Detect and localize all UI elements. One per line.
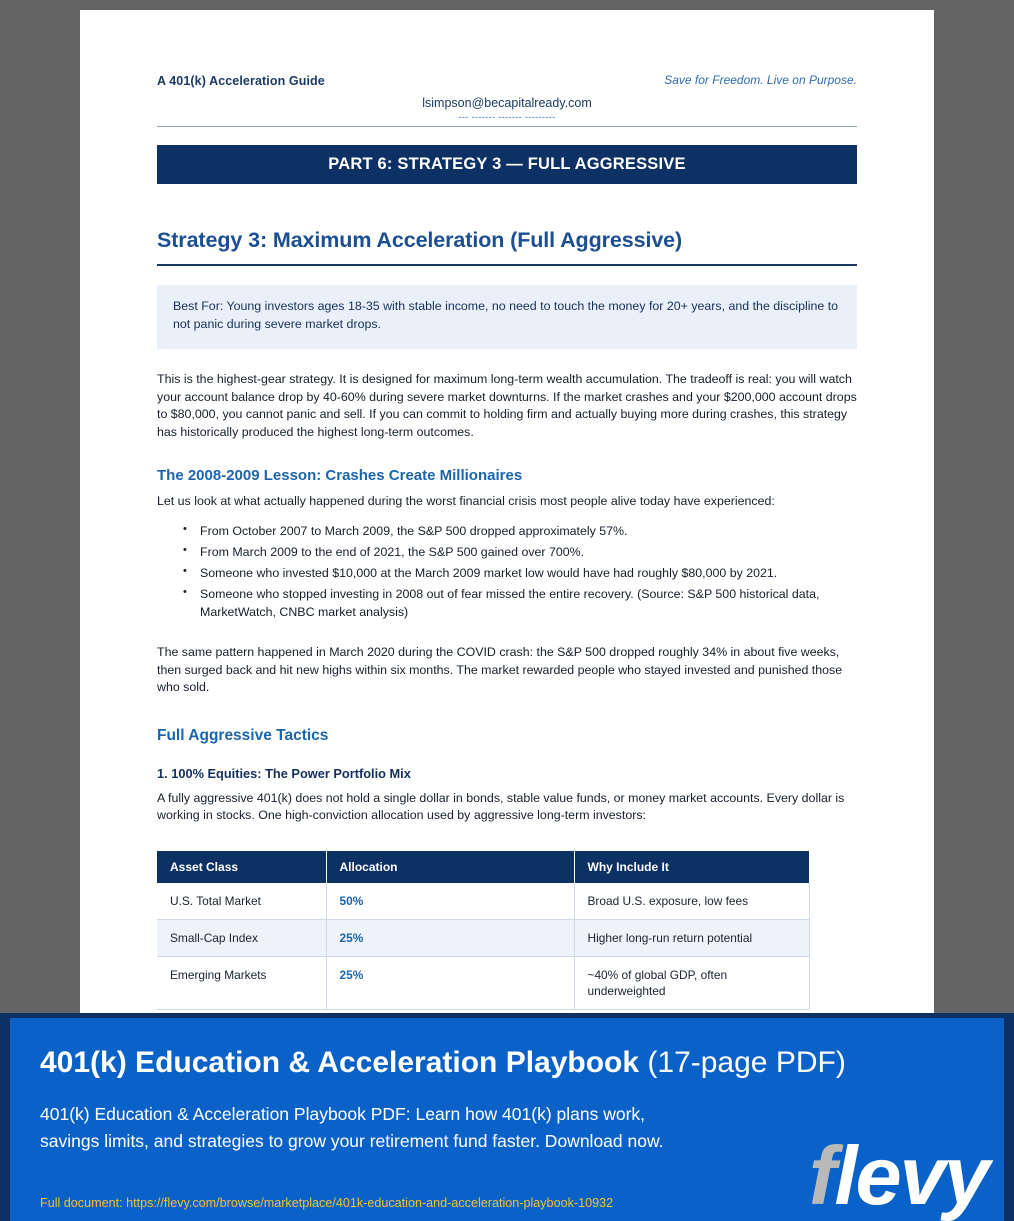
table-row [157, 920, 809, 957]
page-title: Strategy 3: Maximum Acceleration (Full Aggressive) [157, 228, 857, 266]
table-cell-why-include: ~40% of global GDP, often underweighted [574, 957, 809, 1010]
list-item: • From October 2007 to March 2009, the S&P 500 dropped approximately 57%. [157, 523, 857, 541]
table-column-header-why-include: Why Include It [574, 851, 809, 883]
table-row [157, 957, 809, 1010]
promo-title [40, 1046, 846, 1080]
header-dash-divider: --- ------- ------- --------- [458, 112, 556, 122]
promo-document-link[interactable]: Full document: https://flevy.com/browse/marketplace/401k-education-and-acceleration-playbook-10932 [40, 1196, 614, 1210]
document-page [80, 10, 934, 1013]
list-item: • Someone who invested $10,000 at the March 2009 market low would have had roughly $80,000 by 2021. [157, 565, 857, 583]
list-item: • From March 2009 to the end of 2021, the S&P 500 gained over 700%. [157, 544, 857, 562]
table-cell-allocation: 25% [326, 920, 574, 957]
lesson-heading: The 2008-2009 Lesson: Crashes Create Millionaires [157, 467, 523, 485]
flevy-promo-banner[interactable] [10, 1018, 1004, 1221]
intro-paragraph: This is the highest-gear strategy. It is designed for maximum long-term wealth accumulation. The tradeoff is real: you will watch your account balance drop by 40-60% during severe market downturns. If the market crashes and your $200,000 account drops to $80,000, you cannot panic and sell. If you can commit to holding firm and actually buying more during crashes, this strategy has historically produced the highest long-term outcomes. [157, 371, 857, 439]
header-rule [157, 126, 857, 127]
header-guide-title: A 401(k) Acceleration Guide [157, 74, 325, 88]
tactics-paragraph: A fully aggressive 401(k) does not hold a single dollar in bonds, stable value funds, or money market accounts. Every dollar is working in stocks. One high-conviction allocation used by aggressive long-term investors: [157, 790, 845, 823]
table-cell-asset-class: Small-Cap Index [157, 920, 326, 957]
tactics-subheading: 1. 100% Equities: The Power Portfolio Mix [157, 765, 411, 781]
flevy-logo-levy: levy [834, 1129, 988, 1221]
lesson-lead: Let us look at what actually happened during the worst financial crisis most people alive today have experienced: [157, 494, 775, 509]
table-column-header-allocation: Allocation [326, 851, 574, 883]
lesson-bullet-list [157, 523, 857, 622]
promo-title-strong: 401(k) Education & Acceleration Playbook [40, 1046, 640, 1079]
header-email: lsimpson@becapitalready.com [422, 96, 592, 110]
flevy-logo[interactable] [808, 1129, 988, 1221]
allocation-table [157, 851, 810, 1010]
document-content [157, 62, 857, 1010]
table-column-header-asset-class: Asset Class [157, 851, 326, 883]
flevy-logo-f: f [808, 1129, 835, 1221]
table-header-row [157, 851, 809, 883]
part-banner-label: PART 6: STRATEGY 3 — FULL AGGRESSIVE [328, 155, 686, 173]
covid-paragraph: The same pattern happened in March 2020 during the COVID crash: the S&P 500 dropped roughly 34% in about five weeks, then surged back and hit new highs within six months. The market rewarded people who stayed invested and punished those who sold. [157, 644, 843, 695]
part-banner [157, 145, 857, 184]
table-cell-allocation: 50% [326, 883, 574, 920]
promo-title-light: (17-page PDF) [639, 1046, 846, 1079]
table-cell-asset-class: U.S. Total Market [157, 883, 326, 920]
table-cell-why-include: Higher long-run return potential [574, 920, 809, 957]
table-row [157, 883, 809, 920]
table-cell-allocation: 25% [326, 957, 574, 1010]
list-item: • Someone who stopped investing in 2008 out of fear missed the entire recovery. (Source: S&P 500 historical data, MarketWatch, CNBC market analysis) [157, 586, 857, 622]
table-cell-asset-class: Emerging Markets [157, 957, 326, 1010]
promo-banner-frame [0, 1013, 1014, 1221]
document-header [157, 62, 857, 124]
promo-description: 401(k) Education & Acceleration Playbook PDF: Learn how 401(k) plans work, savings limits, and strategies to grow your retirement fund faster. Download now. [40, 1104, 664, 1152]
best-for-callout: Best For: Young investors ages 18-35 with stable income, no need to touch the money for 20+ years, and the discipline to not panic during severe market drops. [157, 285, 857, 349]
tactics-heading: Full Aggressive Tactics [157, 726, 329, 744]
header-tagline: Save for Freedom. Live on Purpose. [664, 73, 857, 87]
table-cell-why-include: Broad U.S. exposure, low fees [574, 883, 809, 920]
